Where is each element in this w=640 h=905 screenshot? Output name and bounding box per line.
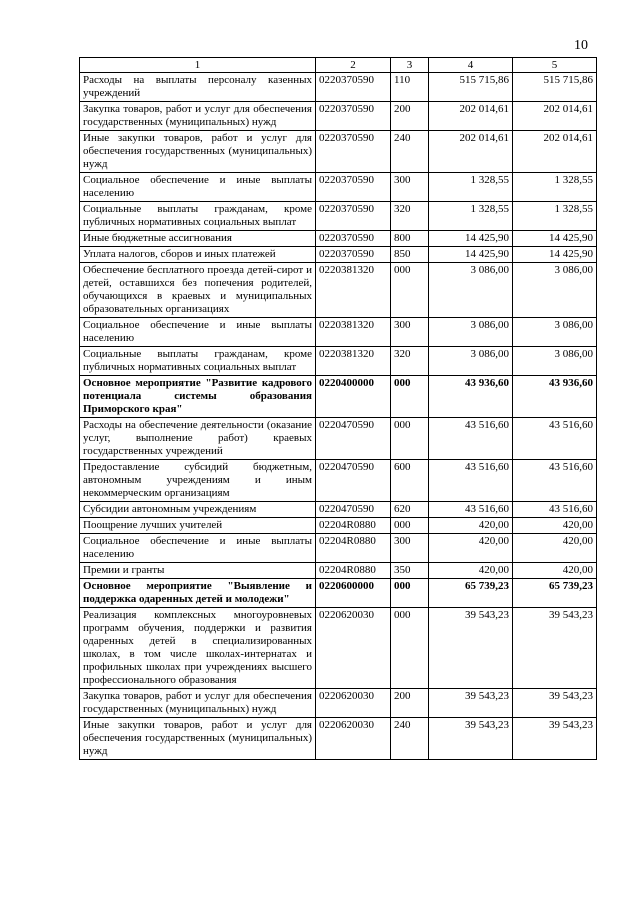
- row-amount-2-cell: 39 543,23: [513, 689, 597, 718]
- row-name-cell: Расходы на выплаты персоналу казенных учреждений: [80, 73, 316, 102]
- row-expense-type-cell: 300: [391, 173, 429, 202]
- row-code-cell: 0220470590: [316, 460, 391, 502]
- row-amount-1-cell: 202 014,61: [429, 102, 513, 131]
- column-header-amount-2: 5: [513, 58, 597, 73]
- row-amount-1-cell: 14 425,90: [429, 231, 513, 247]
- row-expense-type-cell: 000: [391, 263, 429, 318]
- row-expense-type-cell: 600: [391, 460, 429, 502]
- row-name-cell: Социальное обеспечение и иные выплаты населению: [80, 318, 316, 347]
- row-amount-2-cell: 14 425,90: [513, 247, 597, 263]
- row-expense-type-cell: 000: [391, 376, 429, 418]
- table-row: [80, 263, 597, 318]
- row-amount-2-cell: 43 936,60: [513, 376, 597, 418]
- row-amount-1-cell: 420,00: [429, 563, 513, 579]
- row-amount-1-cell: 14 425,90: [429, 247, 513, 263]
- row-amount-1-cell: 65 739,23: [429, 579, 513, 608]
- row-amount-1-cell: 39 543,23: [429, 718, 513, 760]
- table-row: [80, 173, 597, 202]
- row-amount-2-cell: 420,00: [513, 563, 597, 579]
- row-amount-1-cell: 43 516,60: [429, 418, 513, 460]
- row-name-cell: Закупка товаров, работ и услуг для обеспечения государственных (муниципальных) нужд: [80, 689, 316, 718]
- row-name-cell: Социальное обеспечение и иные выплаты населению: [80, 534, 316, 563]
- page-number: 10: [574, 38, 588, 53]
- row-amount-1-cell: 43 516,60: [429, 502, 513, 518]
- row-amount-1-cell: 39 543,23: [429, 608, 513, 689]
- row-code-cell: 0220370590: [316, 131, 391, 173]
- row-name-cell: Иные закупки товаров, работ и услуг для обеспечения государственных (муниципальных) нужд: [80, 718, 316, 760]
- row-code-cell: 0220620030: [316, 689, 391, 718]
- table-row: [80, 563, 597, 579]
- row-expense-type-cell: 320: [391, 202, 429, 231]
- row-amount-2-cell: 3 086,00: [513, 318, 597, 347]
- row-code-cell: 0220470590: [316, 418, 391, 460]
- table-row: [80, 347, 597, 376]
- row-name-cell: Основное мероприятие "Выявление и поддержка одаренных детей и молодежи": [80, 579, 316, 608]
- row-amount-2-cell: 1 328,55: [513, 202, 597, 231]
- row-amount-1-cell: 420,00: [429, 534, 513, 563]
- row-amount-2-cell: 3 086,00: [513, 263, 597, 318]
- row-amount-1-cell: 202 014,61: [429, 131, 513, 173]
- row-code-cell: 0220370590: [316, 231, 391, 247]
- row-code-cell: 0220620030: [316, 608, 391, 689]
- table-row: [80, 502, 597, 518]
- row-amount-1-cell: 3 086,00: [429, 347, 513, 376]
- row-expense-type-cell: 200: [391, 689, 429, 718]
- row-expense-type-cell: 850: [391, 247, 429, 263]
- row-amount-2-cell: 39 543,23: [513, 718, 597, 760]
- table-row: [80, 247, 597, 263]
- row-expense-type-cell: 000: [391, 608, 429, 689]
- row-code-cell: 0220370590: [316, 173, 391, 202]
- row-amount-2-cell: 515 715,86: [513, 73, 597, 102]
- table-row: [80, 518, 597, 534]
- row-code-cell: 0220381320: [316, 347, 391, 376]
- row-code-cell: 02204R0880: [316, 534, 391, 563]
- row-name-cell: Уплата налогов, сборов и иных платежей: [80, 247, 316, 263]
- row-name-cell: Поощрение лучших учителей: [80, 518, 316, 534]
- row-name-cell: Расходы на обеспечение деятельности (оказание услуг, выполнение работ) краевых государственных учреждений: [80, 418, 316, 460]
- row-amount-2-cell: 420,00: [513, 534, 597, 563]
- row-code-cell: 0220400000: [316, 376, 391, 418]
- row-amount-2-cell: 202 014,61: [513, 102, 597, 131]
- row-amount-1-cell: 1 328,55: [429, 202, 513, 231]
- row-expense-type-cell: 000: [391, 518, 429, 534]
- row-expense-type-cell: 110: [391, 73, 429, 102]
- table-row: [80, 231, 597, 247]
- row-code-cell: 0220370590: [316, 102, 391, 131]
- row-name-cell: Премии и гранты: [80, 563, 316, 579]
- column-header-amount-1: 4: [429, 58, 513, 73]
- row-amount-2-cell: 14 425,90: [513, 231, 597, 247]
- column-header-name: 1: [80, 58, 316, 73]
- row-name-cell: Иные бюджетные ассигнования: [80, 231, 316, 247]
- row-amount-2-cell: 65 739,23: [513, 579, 597, 608]
- row-expense-type-cell: 350: [391, 563, 429, 579]
- row-name-cell: Социальные выплаты гражданам, кроме публичных нормативных социальных выплат: [80, 347, 316, 376]
- row-amount-1-cell: 39 543,23: [429, 689, 513, 718]
- row-amount-2-cell: 43 516,60: [513, 460, 597, 502]
- table-row: [80, 102, 597, 131]
- row-expense-type-cell: 300: [391, 318, 429, 347]
- row-amount-1-cell: 420,00: [429, 518, 513, 534]
- row-code-cell: 02204R0880: [316, 563, 391, 579]
- column-header-type: 3: [391, 58, 429, 73]
- row-amount-2-cell: 202 014,61: [513, 131, 597, 173]
- row-amount-2-cell: 420,00: [513, 518, 597, 534]
- row-code-cell: 0220370590: [316, 247, 391, 263]
- table-row: [80, 689, 597, 718]
- row-code-cell: 0220381320: [316, 318, 391, 347]
- table-row: [80, 318, 597, 347]
- row-name-cell: Обеспечение бесплатного проезда детей-сирот и детей, оставшихся без попечения родителей, обучающихся в краевых и муниципальных образовательных организациях: [80, 263, 316, 318]
- table-body: [80, 73, 597, 760]
- row-expense-type-cell: 240: [391, 718, 429, 760]
- row-code-cell: 0220470590: [316, 502, 391, 518]
- column-header-code: 2: [316, 58, 391, 73]
- row-name-cell: Субсидии автономным учреждениям: [80, 502, 316, 518]
- row-expense-type-cell: 800: [391, 231, 429, 247]
- row-expense-type-cell: 620: [391, 502, 429, 518]
- row-name-cell: Закупка товаров, работ и услуг для обеспечения государственных (муниципальных) нужд: [80, 102, 316, 131]
- table-row: [80, 376, 597, 418]
- row-code-cell: 0220600000: [316, 579, 391, 608]
- row-expense-type-cell: 300: [391, 534, 429, 563]
- table-row: [80, 202, 597, 231]
- row-name-cell: Основное мероприятие "Развитие кадрового потенциала системы образования Приморского края": [80, 376, 316, 418]
- row-expense-type-cell: 240: [391, 131, 429, 173]
- row-amount-1-cell: 3 086,00: [429, 318, 513, 347]
- table-row: [80, 73, 597, 102]
- table-row: [80, 131, 597, 173]
- table-row: [80, 718, 597, 760]
- row-amount-2-cell: 1 328,55: [513, 173, 597, 202]
- row-code-cell: 0220620030: [316, 718, 391, 760]
- row-amount-1-cell: 3 086,00: [429, 263, 513, 318]
- row-name-cell: Иные закупки товаров, работ и услуг для обеспечения государственных (муниципальных) нужд: [80, 131, 316, 173]
- table-row: [80, 418, 597, 460]
- table-row: [80, 579, 597, 608]
- table-row: [80, 534, 597, 563]
- row-amount-1-cell: 43 516,60: [429, 460, 513, 502]
- table-row: [80, 460, 597, 502]
- row-code-cell: 02204R0880: [316, 518, 391, 534]
- row-amount-1-cell: 1 328,55: [429, 173, 513, 202]
- header-row: [80, 58, 597, 73]
- row-name-cell: Реализация комплексных многоуровневых программ обучения, поддержки и развития одаренных детей в специализированных школах, в том числе школах-интернатах и профильных школах при учреждениях высшего профессионального образования: [80, 608, 316, 689]
- row-name-cell: Социальные выплаты гражданам, кроме публичных нормативных социальных выплат: [80, 202, 316, 231]
- budget-table: [79, 57, 597, 760]
- row-code-cell: 0220370590: [316, 202, 391, 231]
- row-amount-2-cell: 43 516,60: [513, 418, 597, 460]
- row-name-cell: Социальное обеспечение и иные выплаты населению: [80, 173, 316, 202]
- row-expense-type-cell: 200: [391, 102, 429, 131]
- row-amount-2-cell: 43 516,60: [513, 502, 597, 518]
- row-code-cell: 0220370590: [316, 73, 391, 102]
- row-amount-2-cell: 3 086,00: [513, 347, 597, 376]
- row-amount-1-cell: 43 936,60: [429, 376, 513, 418]
- row-code-cell: 0220381320: [316, 263, 391, 318]
- row-expense-type-cell: 320: [391, 347, 429, 376]
- row-expense-type-cell: 000: [391, 579, 429, 608]
- row-amount-1-cell: 515 715,86: [429, 73, 513, 102]
- row-name-cell: Предоставление субсидий бюджетным, автономным учреждениям и иным некоммерческим организациям: [80, 460, 316, 502]
- table-row: [80, 608, 597, 689]
- row-expense-type-cell: 000: [391, 418, 429, 460]
- row-amount-2-cell: 39 543,23: [513, 608, 597, 689]
